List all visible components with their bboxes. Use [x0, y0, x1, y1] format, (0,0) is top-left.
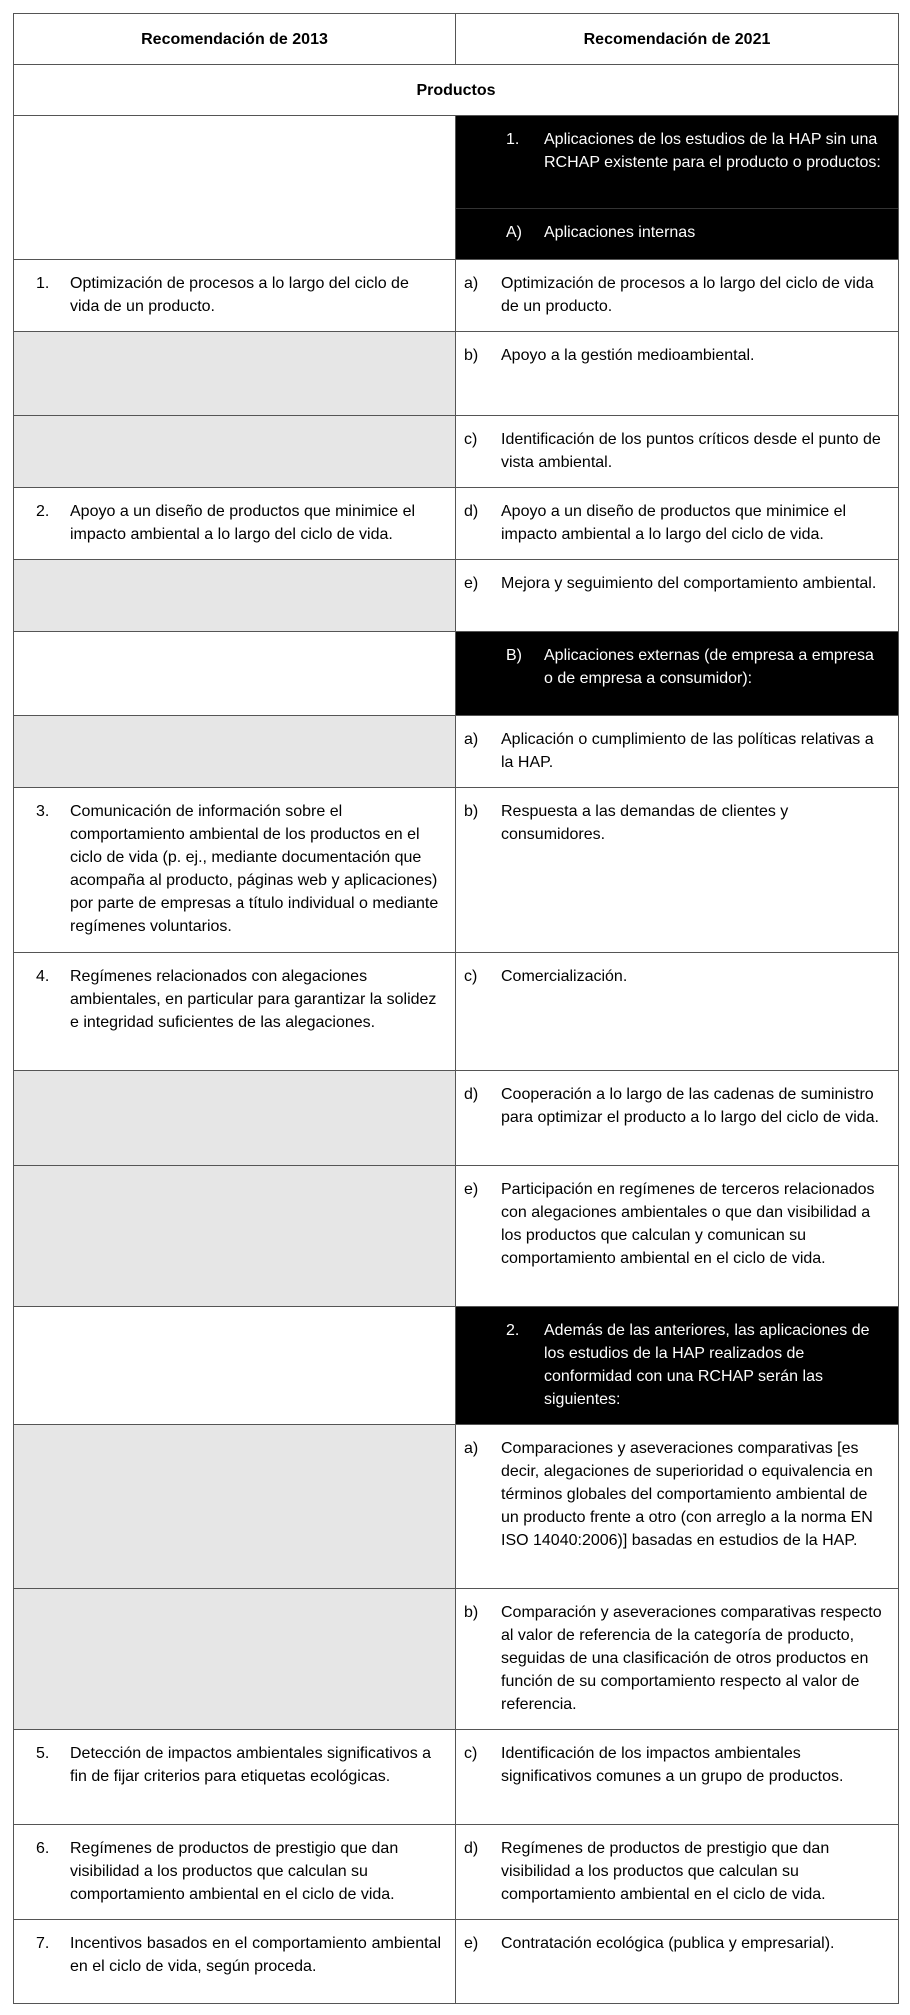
left-text: Detección de impactos ambientales significativos a fin de fijar criterios para etiquetas ecológicas. — [70, 1745, 432, 1785]
grey-cell — [14, 560, 456, 632]
right-cell — [456, 560, 899, 632]
right-num: c) — [464, 431, 478, 448]
header-2021: Recomendación de 2021 — [456, 14, 899, 65]
table-row — [14, 560, 899, 632]
left-cell — [14, 488, 456, 560]
right-text: Comparaciones y aseveraciones comparativas [es decir, alegaciones de superioridad o equivalencia en términos globales del comportamiento ambiental de un producto frente a otro (con arreglo a la norma EN ISO 14040:2006)] basadas en estudios de la HAP. — [501, 1440, 873, 1549]
table-row — [14, 1589, 899, 1730]
table-row — [14, 716, 899, 788]
left-cell — [14, 953, 456, 1071]
right-cell — [456, 332, 899, 416]
table-row — [14, 488, 899, 560]
right-num: d) — [464, 1840, 479, 1857]
right-num: a) — [464, 731, 479, 748]
right-cell — [456, 1730, 899, 1825]
grey-cell — [14, 1071, 456, 1166]
grey-cell — [14, 1425, 456, 1589]
black-header-cell — [456, 116, 899, 260]
table-row — [14, 788, 899, 953]
table-row — [14, 260, 899, 332]
grey-cell — [14, 716, 456, 788]
right-cell — [456, 716, 899, 788]
left-num: 1. — [36, 275, 50, 292]
right-num: c) — [464, 968, 478, 985]
right-cell — [456, 1166, 899, 1307]
black-header-cell — [456, 632, 899, 716]
table-row — [14, 953, 899, 1071]
left-num: 3. — [36, 803, 50, 820]
right-num: a) — [464, 1440, 479, 1457]
left-num: 2. — [36, 503, 50, 520]
right-text: Identificación de los puntos críticos desde el punto de vista ambiental. — [501, 431, 881, 471]
right-cell — [456, 788, 899, 953]
right-num: d) — [464, 503, 479, 520]
grey-cell — [14, 1589, 456, 1730]
right-num: e) — [464, 575, 479, 592]
comparison-table — [13, 13, 899, 2004]
block1-sub-num: A) — [506, 224, 522, 241]
block1-sub-title: Aplicaciones internas — [544, 224, 696, 241]
left-num: 5. — [36, 1745, 50, 1762]
block2-heading — [456, 1307, 898, 1421]
table-row — [14, 416, 899, 488]
black-header-cell — [456, 1307, 899, 1425]
right-text: Contratación ecológica (publica y empresarial). — [501, 1935, 835, 1952]
block-b-heading — [456, 632, 898, 700]
grey-cell — [14, 416, 456, 488]
right-text: Participación en regímenes de terceros relacionados con alegaciones ambientales o que dan visibilidad a los productos que calculan y comunican su comportamiento ambiental en el ciclo de vida. — [501, 1181, 875, 1267]
block-b-num: B) — [506, 647, 522, 664]
block1-num: 1. — [506, 131, 520, 148]
table-row — [14, 1071, 899, 1166]
right-text: Aplicación o cumplimiento de las políticas relativas a la HAP. — [501, 731, 874, 771]
right-cell — [456, 260, 899, 332]
left-cell — [14, 788, 456, 953]
right-text: Apoyo a un diseño de productos que minimice el impacto ambiental a lo largo del ciclo de vida. — [501, 503, 847, 543]
right-text: Cooperación a lo largo de las cadenas de suministro para optimizar el producto a lo largo del ciclo de vida. — [501, 1086, 879, 1126]
right-cell — [456, 1425, 899, 1589]
block2-num: 2. — [506, 1322, 520, 1339]
left-num: 7. — [36, 1935, 50, 1952]
table-row — [14, 632, 899, 716]
header-2013: Recomendación de 2013 — [14, 14, 456, 65]
left-cell — [14, 1730, 456, 1825]
right-num: b) — [464, 347, 479, 364]
right-num: e) — [464, 1181, 479, 1198]
right-text: Comparación y aseveraciones comparativas respecto al valor de referencia de la categoría de producto, seguidas de una clasificación de otros productos en función de su comportamiento respecto al valor de referencia. — [501, 1604, 882, 1713]
empty-cell — [14, 116, 456, 260]
empty-cell — [14, 632, 456, 716]
right-text: Respuesta a las demandas de clientes y consumidores. — [501, 803, 789, 843]
right-num: e) — [464, 1935, 479, 1952]
header-row — [14, 14, 899, 65]
block-b-title: Aplicaciones externas (de empresa a empresa o de empresa a consumidor): — [544, 647, 874, 687]
right-text: Mejora y seguimiento del comportamiento ambiental. — [501, 575, 877, 592]
right-num: c) — [464, 1745, 478, 1762]
right-text: Optimización de procesos a lo largo del ciclo de vida de un producto. — [501, 275, 874, 315]
right-text: Apoyo a la gestión medioambiental. — [501, 347, 755, 364]
left-num: 4. — [36, 968, 50, 985]
table-row — [14, 1307, 899, 1425]
block2-title: Además de las anteriores, las aplicaciones de los estudios de la HAP realizados de conformidad con una RCHAP serán las siguientes: — [544, 1322, 870, 1408]
right-num: b) — [464, 1604, 479, 1621]
right-cell — [456, 1825, 899, 1920]
table-row — [14, 1920, 899, 2004]
table-row — [14, 332, 899, 416]
table-row — [14, 1730, 899, 1825]
block1-sub-heading — [456, 208, 898, 254]
table-row — [14, 1825, 899, 1920]
block1-heading — [456, 116, 898, 208]
block1-title: Aplicaciones de los estudios de la HAP sin una RCHAP existente para el producto o productos: — [544, 131, 881, 171]
right-num: d) — [464, 1086, 479, 1103]
right-cell — [456, 488, 899, 560]
left-text: Regímenes relacionados con alegaciones ambientales, en particular para garantizar la solidez e integridad suficientes de las alegaciones. — [70, 968, 437, 1031]
right-text: Identificación de los impactos ambientales significativos comunes a un grupo de productos. — [501, 1745, 844, 1785]
right-cell — [456, 1589, 899, 1730]
right-num: b) — [464, 803, 479, 820]
empty-cell — [14, 1307, 456, 1425]
table-row — [14, 1425, 899, 1589]
left-text: Regímenes de productos de prestigio que dan visibilidad a los productos que calculan su comportamiento ambiental en el ciclo de vida. — [70, 1840, 399, 1903]
left-text: Apoyo a un diseño de productos que minimice el impacto ambiental a lo largo del ciclo de vida. — [70, 503, 416, 543]
right-cell — [456, 953, 899, 1071]
left-cell — [14, 1825, 456, 1920]
left-cell — [14, 1920, 456, 2004]
left-text: Comunicación de información sobre el comportamiento ambiental de los productos en el ciclo de vida (p. ej., mediante documentación que acompaña al producto, páginas web y aplicaciones) por parte de empresas a título individual o mediante regímenes voluntarios. — [70, 803, 439, 935]
table-row — [14, 1166, 899, 1307]
section-row — [14, 65, 899, 116]
left-num: 6. — [36, 1840, 50, 1857]
table-row — [14, 116, 899, 260]
right-text: Comercialización. — [501, 968, 628, 985]
grey-cell — [14, 1166, 456, 1307]
right-cell — [456, 1920, 899, 2004]
section-title: Productos — [14, 65, 899, 116]
right-cell — [456, 416, 899, 488]
grey-cell — [14, 332, 456, 416]
left-text: Incentivos basados en el comportamiento ambiental en el ciclo de vida, según proceda. — [70, 1935, 441, 1975]
right-text: Regímenes de productos de prestigio que dan visibilidad a los productos que calculan su comportamiento ambiental en el ciclo de vida. — [501, 1840, 830, 1903]
right-num: a) — [464, 275, 479, 292]
left-cell — [14, 260, 456, 332]
left-text: Optimización de procesos a lo largo del ciclo de vida de un producto. — [70, 275, 409, 315]
right-cell — [456, 1071, 899, 1166]
